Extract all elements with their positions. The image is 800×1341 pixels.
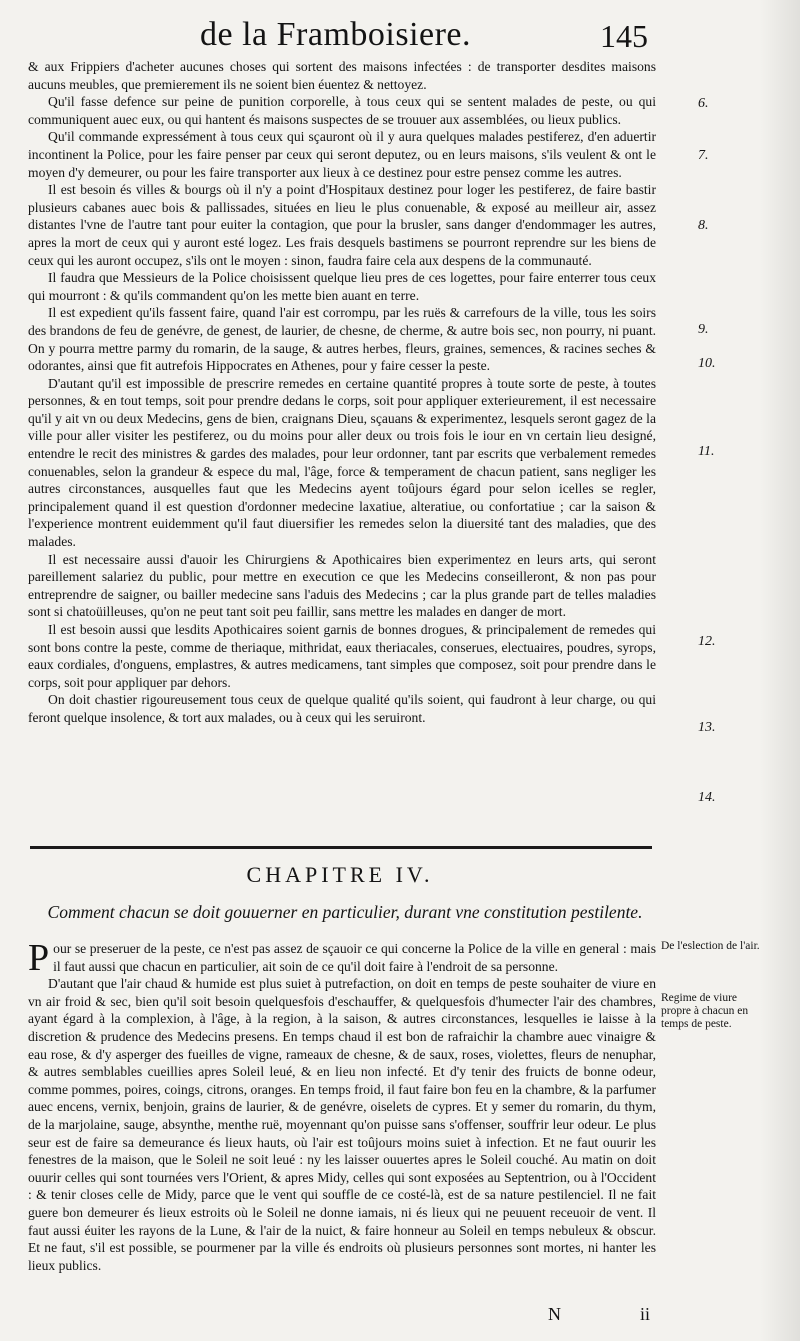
paragraph: Qu'il fasse defence sur peine de punition corporelle, à tous ceux qui se sentent malades de peste, ou qui communiquent auec eux, ou qui hantent és maisons suspectes de se trouuer aux assemblées, ou lieux publics. — [28, 94, 656, 127]
margin-number: 12. — [698, 634, 716, 649]
paragraph — [28, 937, 656, 979]
paragraph: Il est expedient qu'ils fassent faire, quand l'air est corrompu, par les ruës & carrefours de la ville, tous les soirs des brandons de feu de genévre, de genest, de laurier, de chesne, de cherme, & autre bois sec, non pourry, ni puant. On y pourra mettre parmy du romarin, de la sauge, & autres herbes, fleurs, graines, semences, & racines seches & odorantes, ainsi que fit autrefois Hippocrates en Athenes, pour y faire cesser la peste. — [28, 305, 656, 374]
paragraph: Il est besoin és villes & bourgs où il n'y a point d'Hospitaux destinez pour loger les pestiferez, de faire bastir plusieurs cabanes auec bois & pallissades, situées en lieu le plus conuenable, & exposé au meilleur air, assez distantes l'vne de l'autre tant pour euiter la contagion, que pour la brusler, sans danger d'endommager les autres, apres la mort de ceux qui y auront esté logez. Les frais desquels bastimens se pourront reprendre sur les biens de ceux qui les auront occupez, s'ils ont le moyen : sinon, faudra faire cela aux despens de la communauté. — [28, 182, 656, 268]
margin-number: 13. — [698, 720, 716, 735]
folio-mark: ii — [640, 1304, 651, 1324]
sidenote: De l'eslection de l'air. — [661, 940, 760, 952]
margin-number: 14. — [698, 790, 716, 805]
body-text-section-2 — [28, 937, 656, 1274]
running-title: de la Framboisiere. — [200, 16, 472, 53]
margin-number: 7. — [698, 148, 709, 163]
margin-number: 8. — [698, 218, 709, 233]
paragraph: On doit chastier rigoureusement tous ceux de quelque qualité qu'ils soient, qui faudront à leur charge, ou qui feront quelque insolence, & tort aux malades, ou à ceux qui les seruiront. — [28, 692, 656, 725]
paragraph: D'autant que l'air chaud & humide est plus suiet à putrefaction, on doit en temps de peste souhaiter de viure en vn air froid & sec, bien qu'il soit besoin quelquesfois d'eschauffer, & quelquesfois d'humecter l'air des chambres, ayant égard à la complexion, à l'âge, à la region, à la saison, & autres circonstances, lesquelles ie laisse à la discretion & prudence des Medecins presens. En temps chaud il est bon de rafraichir la chambre auec vinaigre & eau rose, & d'y asperger des fueilles de vigne, rameaux de chesne, & de saux, roses, violettes, fleurs de nenuphar, & autres semblables cueillies apres Soleil leué, & en lieu non infecté. Et d'y tenir des fruicts de bonne odeur, comme pommes, poires, coings, citrons, oranges. En temps froid, il faut faire bon feu en la chambre, & la parfumer auec encens, vernix, benjoin, grains de laurier, & de genévre, oiselets de cypres. Et y semer du romarin, du thym, de la marjolaine, sauge, absynthe, menthe ruë, moyennant qu'on puisse sans s'offenser, souffrir leur odeur. Le plus seur est de faire sa demeurance és lieux hauts, où l'air est toûjours moins suiet à infection. Et ne faut ouurir les fenestres de la maison, que le Soleil ne soit leué : ny les laisser ouuertes apres le Soleil couché. Au matin on doit ouurir celles qui sont tournées vers l'Orient, & apres Midy, celles qui sont exposées au Septentrion, ou à l'Occident : & tenir closes celle de Midy, parce que le vent qui souffle de ce costé-là, est de sa nature pestilenciel. Il ne fait guere bon demeurer és lieux estroits où le Soleil ne donne iamais, ni és lieux qui ne peuuent receuoir de vent. Il faut aussi éuiter les rayons de la Lune, & l'air de la nuict, & faire honneur au Soleil en temps nebuleux & obscur. Et ne faut, s'il est possible, se pourmener par la ville és endroits où plusieurs personnes sont mortes, ni hanter les lieux publics. — [28, 976, 656, 1273]
chapter-subtitle: Comment chacun se doit gouuerner en particulier, durant vne constitution pestilente. — [47, 902, 643, 922]
paragraph: Il faudra que Messieurs de la Police choisissent quelque lieu pres de ces logettes, pour faire enterrer tous ceux qui mourront : & qu'ils commandent qu'on les mette bien auant en terre. — [28, 270, 656, 303]
margin-number: 11. — [698, 444, 715, 459]
sidenote: Regime de viure propre à chacun en temps de peste. — [661, 992, 749, 1030]
dropcap: P — [28, 937, 50, 979]
paragraph: D'autant qu'il est impossible de prescrire remedes en certaine quantité propres à toute sorte de peste, à toutes personnes, & en tout temps, soit pour prendre dedans le corps, soit pour appliquer exterieurement, il est necessaire qu'il y ait vn ou deux Medecins, gens de bien, craignans Dieu, sçauans & experimentez, lesquels seront gagez de la ville pour aller visiter les pestiferez, ou du moins pour aller deux ou trois fois le iour en vn certain lieu designé, entendre le recit des ministres & gardes des malades, pour leur ordonner, tant par escrits que verbalement remedes conuenables, selon la grandeur & espece du mal, l'âge, force & temperament de chacun patient, sans negliger les autres circonstances, ausquelles faut que les Medecins ayent toûjours égard pour selon icelles se regler, principalement quand il est question d'ordonner medecine laxatiue, alteratiue, ou confortatiue ; car la saison & l'experience montrent euidemment qu'il faut diuersifier les remedes selon la diuersité tant des maladies, que des malades. — [28, 375, 656, 550]
page-header — [0, 14, 680, 58]
page-edge-shadow — [760, 0, 800, 1341]
paragraph: & aux Frippiers d'acheter aucunes choses qui sortent des maisons infectées : de transporter desdites maisons aucuns meubles, que premierement ils ne soient bien éuentez & nettoyez. — [28, 59, 656, 92]
margin-number: 10. — [698, 356, 716, 371]
paragraph: Qu'il commande expressément à tous ceux qui sçauront où il y aura quelques malades pestiferez, d'en aduertir incontinent la Police, pour les faire penser par ceux qui seront deputez, ou en leurs maisons, s'ils veulent & ont le moyen d'y demeurer, ou pour les faire transporter aux lieux à ce destinez pour estre pensez comme les autres. — [28, 129, 656, 180]
signature-mark: N — [548, 1304, 561, 1324]
paragraph-text: our se preseruer de la peste, ce n'est pas assez de sçauoir ce qui concerne la Police de la ville en general : mais il faut aussi que chacun en particulier, ait soin de ce qu'il doit faire à l'endroit de sa personne. — [53, 941, 656, 974]
margin-number: 9. — [698, 322, 709, 337]
body-text-section-1 — [28, 58, 656, 727]
paragraph: Il est necessaire aussi d'auoir les Chirurgiens & Apothicaires bien experimentez en leurs arts, qui seront pareillement salariez du public, pour mettre en execution ce que les Medecins conseilleront, & non pas pour entreprendre de saigner, ou bailler medecine sans l'aduis des Medecins ; car la plus grande part de telles maladies sont si chatoüilleuses, qu'on ne peut tant soit peu faillir, sans mettre les malades en danger de mort. — [28, 551, 656, 620]
margin-number: 6. — [698, 96, 709, 111]
chapter-heading: CHAPITRE IV. — [246, 862, 434, 887]
paragraph: Il est besoin aussi que lesdits Apothicaires soient garnis de bonnes drogues, & principalement de remedes qui sont bons contre la peste, comme de theriaque, mithridat, eaux theriacales, conserues, electuaires, poudres, syrops, eaux cordiales, d'onguens, emplastres, & autres medicamens, tant simples que composez, soit pour prendre dans le corps, soit pour appliquer par dehors. — [28, 622, 656, 690]
section-divider — [30, 846, 652, 849]
page-number: 145 — [600, 18, 648, 54]
